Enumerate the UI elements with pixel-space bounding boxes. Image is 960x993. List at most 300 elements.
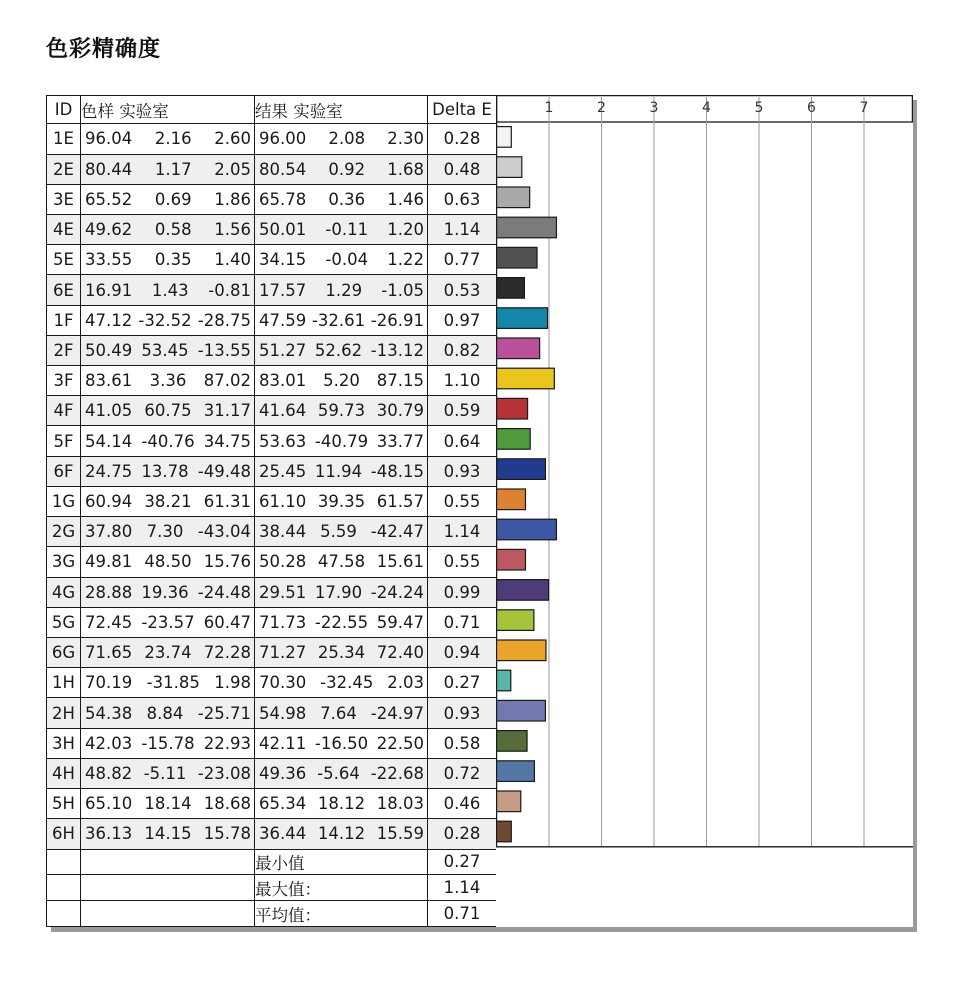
patch-id: 4F bbox=[47, 396, 81, 426]
lab-l: 71.73 bbox=[259, 612, 307, 632]
lab-a: 0.69 bbox=[154, 189, 192, 209]
sample-lab bbox=[81, 184, 255, 214]
stat-label: 最大值： bbox=[255, 875, 428, 901]
lab-b: -25.71 bbox=[197, 703, 251, 723]
bar-4F bbox=[497, 398, 528, 419]
lab-a: 7.64 bbox=[320, 703, 357, 723]
header-id: ID bbox=[47, 96, 81, 124]
table-row bbox=[47, 275, 497, 305]
lab-l: 49.36 bbox=[259, 764, 307, 783]
lab-l: 29.51 bbox=[259, 582, 307, 602]
lab-b: -22.68 bbox=[370, 764, 424, 783]
result-lab bbox=[255, 668, 428, 698]
table-row bbox=[47, 728, 497, 758]
lab-b: -28.75 bbox=[197, 310, 251, 330]
lab-a: 60.75 bbox=[144, 401, 192, 421]
lab-a: 0.36 bbox=[328, 189, 366, 209]
lab-a: 5.59 bbox=[320, 522, 357, 542]
delta-e-value: 1.14 bbox=[428, 517, 497, 547]
lab-a: 13.78 bbox=[141, 461, 189, 481]
x-tick-label: 1 bbox=[544, 100, 554, 116]
lab-b: 61.57 bbox=[376, 492, 424, 512]
result-lab bbox=[255, 335, 428, 365]
patch-id: 5H bbox=[47, 789, 81, 819]
patch-id: 6F bbox=[47, 456, 81, 486]
lab-a: 53.45 bbox=[141, 340, 189, 360]
lab-b: -24.97 bbox=[370, 703, 424, 723]
patch-id: 4G bbox=[47, 577, 81, 607]
patch-id: 3E bbox=[47, 184, 81, 214]
lab-b: -24.24 bbox=[370, 582, 424, 602]
lab-b: 1.68 bbox=[387, 159, 424, 179]
lab-b: 72.28 bbox=[203, 643, 251, 663]
result-lab bbox=[255, 607, 428, 637]
lab-l: 50.01 bbox=[259, 220, 307, 240]
lab-b: 61.31 bbox=[203, 492, 251, 512]
delta-e-value: 0.93 bbox=[428, 698, 497, 728]
result-lab bbox=[255, 366, 428, 396]
delta-e-value: 0.77 bbox=[428, 245, 497, 275]
lab-l: 48.82 bbox=[85, 764, 133, 783]
sample-lab bbox=[81, 396, 255, 426]
lab-l: 65.34 bbox=[259, 794, 307, 814]
patch-id: 1G bbox=[47, 486, 81, 516]
bar-2E bbox=[497, 157, 522, 178]
bar-6H bbox=[497, 821, 512, 842]
lab-a: 14.15 bbox=[144, 824, 192, 844]
lab-a: -22.55 bbox=[314, 612, 369, 632]
delta-e-value: 0.72 bbox=[428, 758, 497, 788]
table-row bbox=[47, 154, 497, 184]
lab-b: -0.81 bbox=[208, 280, 251, 300]
stat-value: 0.71 bbox=[428, 901, 497, 927]
stat-label: 平均值： bbox=[255, 901, 428, 927]
sample-lab bbox=[81, 275, 255, 305]
patch-id: 2E bbox=[47, 154, 81, 184]
lab-b: -24.48 bbox=[197, 582, 251, 602]
bar-5F bbox=[497, 429, 531, 450]
table-row bbox=[47, 124, 497, 154]
lab-b: 15.61 bbox=[376, 552, 424, 572]
result-lab bbox=[255, 758, 428, 788]
sample-lab bbox=[81, 577, 255, 607]
lab-l: 36.13 bbox=[85, 824, 133, 844]
lab-l: 42.03 bbox=[85, 733, 133, 753]
lab-b: 15.78 bbox=[203, 824, 251, 844]
patch-id: 6E bbox=[47, 275, 81, 305]
result-lab bbox=[255, 154, 428, 184]
lab-a: -5.11 bbox=[143, 764, 187, 783]
bar-6E bbox=[497, 278, 525, 299]
table-row bbox=[47, 245, 497, 275]
sample-lab bbox=[81, 154, 255, 184]
lab-a: 0.35 bbox=[154, 250, 192, 270]
patch-id: 4H bbox=[47, 758, 81, 788]
delta-e-value: 0.58 bbox=[428, 728, 497, 758]
sample-lab bbox=[81, 819, 255, 849]
result-lab bbox=[255, 275, 428, 305]
lab-b: -13.12 bbox=[370, 340, 424, 360]
lab-l: 65.52 bbox=[85, 189, 133, 209]
patch-id: 1H bbox=[47, 668, 81, 698]
lab-a: 59.73 bbox=[317, 401, 366, 421]
lab-b: 15.59 bbox=[376, 824, 424, 844]
bar-1E bbox=[497, 127, 512, 148]
lab-l: 96.00 bbox=[259, 129, 307, 149]
lab-b: 87.02 bbox=[203, 371, 251, 391]
sample-lab bbox=[81, 789, 255, 819]
lab-b: -13.55 bbox=[197, 340, 251, 360]
bar-2G bbox=[497, 519, 557, 540]
result-lab bbox=[255, 547, 428, 577]
bar-6F bbox=[497, 459, 546, 480]
patch-id: 5F bbox=[47, 426, 81, 456]
result-lab bbox=[255, 819, 428, 849]
lab-a: 7.30 bbox=[146, 522, 184, 542]
table-row bbox=[47, 577, 497, 607]
stat-value: 0.27 bbox=[428, 849, 497, 875]
header-delta-e: Delta E bbox=[428, 96, 497, 124]
sample-lab bbox=[81, 214, 255, 244]
lab-a: 19.36 bbox=[141, 582, 189, 602]
lab-l: 25.45 bbox=[259, 461, 307, 481]
lab-l: 50.49 bbox=[85, 340, 133, 360]
lab-a: 11.94 bbox=[314, 461, 363, 481]
lab-l: 38.44 bbox=[259, 522, 307, 542]
lab-b: -48.15 bbox=[370, 461, 424, 481]
result-lab bbox=[255, 245, 428, 275]
stat-empty-sample bbox=[81, 875, 255, 901]
lab-b: -1.05 bbox=[381, 280, 424, 300]
lab-l: 50.28 bbox=[259, 552, 307, 572]
bar-3F bbox=[497, 368, 555, 389]
lab-b: 33.77 bbox=[376, 431, 424, 451]
stat-row bbox=[47, 875, 497, 901]
lab-b: 31.17 bbox=[203, 401, 251, 421]
lab-l: 71.65 bbox=[85, 643, 133, 663]
delta-e-value: 0.99 bbox=[428, 577, 497, 607]
lab-l: 83.01 bbox=[259, 371, 307, 391]
stat-row bbox=[47, 849, 497, 875]
stat-empty-sample bbox=[81, 849, 255, 875]
lab-a: -0.04 bbox=[325, 250, 369, 270]
result-lab bbox=[255, 698, 428, 728]
lab-l: 34.15 bbox=[259, 250, 307, 270]
lab-l: 47.59 bbox=[259, 310, 307, 330]
bar-4H bbox=[497, 761, 535, 782]
lab-a: 2.08 bbox=[328, 129, 366, 149]
bar-1F bbox=[497, 308, 548, 329]
lab-a: 0.92 bbox=[328, 159, 366, 179]
lab-b: 1.46 bbox=[387, 189, 424, 209]
lab-l: 83.61 bbox=[85, 371, 133, 391]
table-row bbox=[47, 638, 497, 668]
patch-id: 4E bbox=[47, 214, 81, 244]
sample-lab bbox=[81, 456, 255, 486]
table-row bbox=[47, 426, 497, 456]
stat-row bbox=[47, 901, 497, 927]
patch-id: 2G bbox=[47, 517, 81, 547]
lab-l: 37.80 bbox=[85, 522, 133, 542]
lab-l: 41.05 bbox=[85, 401, 133, 421]
lab-a: 1.29 bbox=[325, 280, 363, 300]
lab-l: 65.78 bbox=[259, 189, 307, 209]
lab-l: 17.57 bbox=[259, 280, 307, 300]
table-row bbox=[47, 366, 497, 396]
bar-2F bbox=[497, 338, 540, 359]
lab-b: -26.91 bbox=[370, 310, 424, 330]
lab-l: 72.45 bbox=[85, 612, 133, 632]
lab-b: 1.98 bbox=[214, 673, 251, 693]
patch-id: 5E bbox=[47, 245, 81, 275]
lab-b: 2.30 bbox=[387, 129, 424, 149]
lab-a: 1.17 bbox=[154, 159, 192, 179]
bar-5G bbox=[497, 610, 534, 631]
lab-b: 18.68 bbox=[203, 794, 251, 814]
result-lab bbox=[255, 517, 428, 547]
patch-id: 2H bbox=[47, 698, 81, 728]
lab-b: 1.56 bbox=[214, 220, 251, 240]
lab-l: 49.81 bbox=[85, 552, 133, 572]
bar-3G bbox=[497, 549, 526, 570]
lab-l: 65.10 bbox=[85, 794, 133, 814]
lab-b: 2.03 bbox=[387, 673, 424, 693]
lab-a: 2.16 bbox=[154, 129, 192, 149]
result-lab bbox=[255, 396, 428, 426]
lab-b: 1.20 bbox=[387, 220, 424, 240]
result-lab bbox=[255, 124, 428, 154]
patch-id: 3H bbox=[47, 728, 81, 758]
lab-l: 70.30 bbox=[259, 673, 307, 693]
lab-l: 53.63 bbox=[259, 431, 307, 451]
lab-l: 42.11 bbox=[259, 733, 307, 753]
lab-b: 18.03 bbox=[376, 794, 424, 814]
result-lab bbox=[255, 789, 428, 819]
header-result: 结果 实验室 bbox=[255, 96, 428, 124]
sample-lab bbox=[81, 335, 255, 365]
lab-l: 47.12 bbox=[85, 310, 133, 330]
sample-lab bbox=[81, 547, 255, 577]
table-row bbox=[47, 456, 497, 486]
patch-id: 6H bbox=[47, 819, 81, 849]
patch-id: 1F bbox=[47, 305, 81, 335]
table-row bbox=[47, 698, 497, 728]
lab-l: 51.27 bbox=[259, 340, 307, 360]
lab-a: 48.50 bbox=[144, 552, 192, 572]
lab-b: 87.15 bbox=[376, 371, 424, 391]
table-row bbox=[47, 214, 497, 244]
lab-b: 1.86 bbox=[214, 189, 251, 209]
sample-lab bbox=[81, 124, 255, 154]
patch-id: 1E bbox=[47, 124, 81, 154]
result-lab bbox=[255, 456, 428, 486]
lab-a: 52.62 bbox=[314, 340, 363, 360]
delta-e-value: 0.63 bbox=[428, 184, 497, 214]
lab-l: 54.14 bbox=[85, 431, 133, 451]
result-lab bbox=[255, 638, 428, 668]
bar-1H bbox=[497, 670, 511, 691]
x-tick-label: 3 bbox=[649, 100, 659, 116]
bar-2H bbox=[497, 700, 546, 721]
table-row bbox=[47, 305, 497, 335]
lab-b: 60.47 bbox=[203, 612, 251, 632]
table-row bbox=[47, 789, 497, 819]
lab-a: -40.79 bbox=[314, 431, 369, 451]
delta-e-value: 0.55 bbox=[428, 547, 497, 577]
lab-a: 17.90 bbox=[314, 582, 363, 602]
patch-id: 2F bbox=[47, 335, 81, 365]
lab-b: 1.40 bbox=[214, 250, 251, 270]
stat-empty-id bbox=[47, 849, 81, 875]
bar-1G bbox=[497, 489, 526, 510]
patch-id: 3F bbox=[47, 366, 81, 396]
lab-a: 18.14 bbox=[144, 794, 192, 814]
lab-a: 39.35 bbox=[317, 492, 366, 512]
lab-b: 72.40 bbox=[376, 643, 424, 663]
lab-l: 61.10 bbox=[259, 492, 307, 512]
sample-lab bbox=[81, 607, 255, 637]
delta-e-value: 0.28 bbox=[428, 124, 497, 154]
lab-a: -23.57 bbox=[141, 612, 195, 632]
result-lab bbox=[255, 305, 428, 335]
sample-lab bbox=[81, 728, 255, 758]
sample-lab bbox=[81, 366, 255, 396]
result-lab bbox=[255, 728, 428, 758]
stat-empty-id bbox=[47, 901, 81, 927]
delta-e-value: 0.55 bbox=[428, 486, 497, 516]
lab-l: 24.75 bbox=[85, 461, 133, 481]
bar-3E bbox=[497, 187, 530, 208]
lab-l: 96.04 bbox=[85, 129, 133, 149]
lab-l: 54.98 bbox=[259, 703, 307, 723]
lab-b: 22.50 bbox=[376, 733, 424, 753]
lab-a: 38.21 bbox=[144, 492, 192, 512]
delta-e-value: 0.59 bbox=[428, 396, 497, 426]
delta-e-value: 0.93 bbox=[428, 456, 497, 486]
lab-b: -49.48 bbox=[197, 461, 251, 481]
lab-b: 22.93 bbox=[203, 733, 251, 753]
sample-lab bbox=[81, 517, 255, 547]
sample-lab bbox=[81, 245, 255, 275]
table-header-row bbox=[47, 96, 497, 124]
result-lab bbox=[255, 184, 428, 214]
patch-id: 5G bbox=[47, 607, 81, 637]
lab-a: 5.20 bbox=[323, 371, 360, 391]
delta-e-value: 1.14 bbox=[428, 214, 497, 244]
delta-e-value: 1.10 bbox=[428, 366, 497, 396]
lab-b: -42.47 bbox=[370, 522, 424, 542]
delta-e-value: 0.97 bbox=[428, 305, 497, 335]
page-title: 色彩精确度 bbox=[46, 37, 162, 62]
delta-e-value: 0.27 bbox=[428, 668, 497, 698]
stat-value: 1.14 bbox=[428, 875, 497, 901]
table-row bbox=[47, 184, 497, 214]
delta-e-value: 0.94 bbox=[428, 638, 497, 668]
table-row bbox=[47, 517, 497, 547]
table-row bbox=[47, 758, 497, 788]
lab-a: 1.43 bbox=[151, 280, 189, 300]
lab-l: 80.54 bbox=[259, 159, 307, 179]
patch-id: 6G bbox=[47, 638, 81, 668]
delta-e-value: 0.82 bbox=[428, 335, 497, 365]
lab-l: 16.91 bbox=[85, 280, 133, 300]
delta-e-value: 0.46 bbox=[428, 789, 497, 819]
stat-empty-id bbox=[47, 875, 81, 901]
color-accuracy-table bbox=[46, 95, 497, 927]
stat-empty-sample bbox=[81, 901, 255, 927]
lab-a: -40.76 bbox=[141, 431, 195, 451]
bar-3H bbox=[497, 731, 527, 752]
delta-e-value: 0.71 bbox=[428, 607, 497, 637]
header-sample: 色样 实验室 bbox=[81, 96, 255, 124]
x-tick-label: 6 bbox=[807, 100, 816, 116]
result-lab bbox=[255, 214, 428, 244]
x-tick-label: 7 bbox=[859, 100, 869, 116]
table-row bbox=[47, 668, 497, 698]
lab-l: 80.44 bbox=[85, 159, 133, 179]
table-row bbox=[47, 607, 497, 637]
chart-background bbox=[496, 95, 913, 927]
lab-l: 28.88 bbox=[85, 582, 133, 602]
lab-b: 1.22 bbox=[387, 250, 424, 270]
lab-a: -5.64 bbox=[317, 764, 360, 783]
lab-l: 41.64 bbox=[259, 401, 307, 421]
lab-a: 8.84 bbox=[146, 703, 184, 723]
bar-4G bbox=[497, 580, 549, 601]
result-lab bbox=[255, 426, 428, 456]
lab-a: 47.58 bbox=[317, 552, 366, 572]
sample-lab bbox=[81, 426, 255, 456]
result-lab bbox=[255, 486, 428, 516]
bar-6G bbox=[497, 640, 546, 661]
table-row bbox=[47, 486, 497, 516]
lab-b: -23.08 bbox=[197, 764, 251, 783]
sample-lab bbox=[81, 486, 255, 516]
delta-e-value: 0.48 bbox=[428, 154, 497, 184]
lab-b: 34.75 bbox=[203, 431, 251, 451]
sample-lab bbox=[81, 638, 255, 668]
lab-l: 36.44 bbox=[259, 824, 307, 844]
bar-5H bbox=[497, 791, 521, 812]
lab-b: 30.79 bbox=[376, 401, 424, 421]
table-row bbox=[47, 335, 497, 365]
table-row bbox=[47, 819, 497, 849]
lab-a: 3.36 bbox=[149, 371, 187, 391]
lab-a: 25.34 bbox=[317, 643, 366, 663]
lab-l: 60.94 bbox=[85, 492, 133, 512]
lab-a: 14.12 bbox=[317, 824, 366, 844]
lab-a: -32.61 bbox=[311, 310, 366, 330]
delta-e-value: 0.28 bbox=[428, 819, 497, 849]
delta-e-value: 0.64 bbox=[428, 426, 497, 456]
lab-a: -31.85 bbox=[146, 673, 200, 693]
lab-a: -16.50 bbox=[314, 733, 369, 753]
sample-lab bbox=[81, 668, 255, 698]
result-lab bbox=[255, 577, 428, 607]
lab-l: 49.62 bbox=[85, 220, 133, 240]
lab-b: 15.76 bbox=[203, 552, 251, 572]
lab-a: -32.52 bbox=[138, 310, 192, 330]
bar-5E bbox=[497, 247, 537, 268]
patch-id: 3G bbox=[47, 547, 81, 577]
lab-b: -43.04 bbox=[197, 522, 251, 542]
lab-l: 54.38 bbox=[85, 703, 133, 723]
x-tick-label: 2 bbox=[597, 100, 606, 116]
lab-a: -15.78 bbox=[141, 733, 195, 753]
x-tick-label: 5 bbox=[754, 100, 764, 116]
lab-a: 18.12 bbox=[317, 794, 366, 814]
lab-a: -32.45 bbox=[320, 673, 374, 693]
